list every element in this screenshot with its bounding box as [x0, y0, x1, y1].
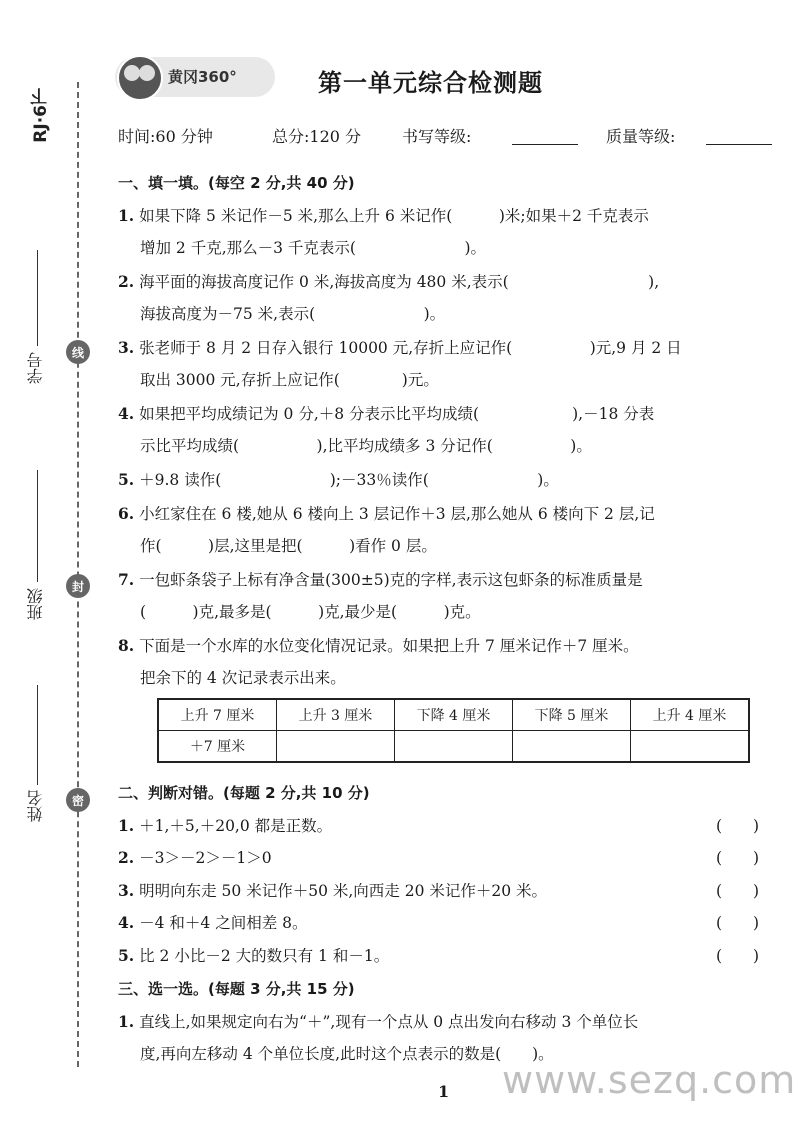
answer-cell[interactable]: [513, 731, 631, 763]
page-number: 1: [438, 1082, 450, 1101]
table-row: [158, 731, 749, 763]
question-1-4: 4. 如果把平均成绩记为 0 分,＋8 分表示比平均成绩( ),－18 分表: [118, 404, 655, 423]
water-level-table: [157, 698, 750, 763]
answer-paren[interactable]: ( ): [716, 849, 760, 867]
question-1-1-cont: 增加 2 千克,那么－3 千克表示( )。: [140, 239, 487, 257]
table-header-cell: 上升 7 厘米: [158, 699, 277, 731]
student-no-label: 学号: [26, 352, 45, 384]
quality-grade-label: 质量等级:: [606, 127, 676, 146]
answer-cell[interactable]: [395, 731, 513, 763]
answer-paren[interactable]: ( ): [716, 882, 760, 900]
question-number: 1.: [118, 206, 135, 225]
edition-code: RJ·6下: [31, 88, 51, 143]
question-1-7-cont: ( )克,最多是( )克,最少是( )克。: [140, 603, 481, 621]
question-1-4-cont: 示比平均成绩( ),比平均成绩多 3 分记作( )。: [140, 437, 592, 455]
question-1-6-cont: 作( )层,这里是把( )看作 0 层。: [140, 537, 437, 555]
table-header-cell: 下降 4 厘米: [395, 699, 513, 731]
judge-item-4: 4. －4 和＋4 之间相差 8。: [118, 913, 308, 932]
seal-secret-badge: 密: [66, 788, 90, 812]
seal-seal-badge: 封: [66, 574, 90, 598]
answer-cell[interactable]: [277, 731, 395, 763]
section-3-heading: 三、选一选。(每题 3 分,共 15 分): [118, 980, 355, 998]
table-header-cell: 下降 5 厘米: [513, 699, 631, 731]
watermark: www.sezq.com: [502, 1058, 797, 1102]
judge-item-3: 3. 明明向东走 50 米记作＋50 米,向西走 20 米记作＋20 米。: [118, 881, 548, 900]
student-no-line: [37, 250, 38, 346]
writing-grade-label: 书写等级:: [402, 127, 472, 146]
time-info: 时间:60 分钟: [118, 127, 213, 146]
question-1-2-cont: 海拔高度为－75 米,表示( )。: [140, 305, 446, 323]
answer-paren[interactable]: ( ): [716, 947, 760, 965]
answer-paren[interactable]: ( ): [716, 914, 760, 932]
answer-cell[interactable]: [631, 731, 750, 763]
seal-line-badge: 线: [66, 340, 90, 364]
section-2-heading: 二、判断对错。(每题 2 分,共 10 分): [118, 784, 370, 802]
class-line: [37, 470, 38, 582]
question-1-1: 1. 如果下降 5 米记作－5 米,那么上升 6 米记作( )米;如果＋2 千克表示: [118, 206, 649, 225]
page-title: 第一单元综合检测题: [318, 69, 543, 97]
table-header-row: [158, 699, 749, 731]
question-1-3: 3. 张老师于 8 月 2 日存入银行 10000 元,存折上应记作( )元,9 月 2 日: [118, 338, 682, 357]
name-label: 姓名: [26, 790, 45, 822]
total-score: 总分:120 分: [272, 127, 362, 146]
brand-name: 黄冈360°: [168, 68, 237, 86]
question-1-2: 2. 海平面的海拔高度记作 0 米,海拔高度为 480 米,表示( ),: [118, 272, 660, 291]
answer-paren[interactable]: ( ): [716, 817, 760, 835]
section-1-heading: 一、填一填。(每空 2 分,共 40 分): [118, 174, 355, 192]
question-1-7: 7. 一包虾条袋子上标有净含量(300±5)克的字样,表示这包虾条的标准质量是: [118, 570, 643, 589]
question-1-3-cont: 取出 3000 元,存折上应记作( )元。: [140, 371, 439, 389]
question-1-8: 8. 下面是一个水库的水位变化情况记录。如果把上升 7 厘米记作＋7 厘米。: [118, 636, 639, 655]
table-cell: ＋7 厘米: [158, 731, 277, 763]
quality-grade-blank[interactable]: [706, 128, 772, 145]
judge-item-2: 2. －3＞－2＞－1＞0: [118, 848, 272, 867]
table-header-cell: 上升 3 厘米: [277, 699, 395, 731]
class-label: 班级: [26, 588, 45, 620]
writing-grade-blank[interactable]: [512, 128, 578, 145]
choice-question-1-cont: 度,再向左移动 4 个单位长度,此时这个点表示的数是( )。: [140, 1045, 554, 1063]
table-header-cell: 上升 4 厘米: [631, 699, 750, 731]
judge-item-1: 1. ＋1,＋5,＋20,0 都是正数。: [118, 816, 333, 835]
question-1-5: 5. ＋9.8 读作( );－33％读作( )。: [118, 470, 559, 489]
question-1-6: 6. 小红家住在 6 楼,她从 6 楼向上 3 层记作＋3 层,那么她从 6 楼向下 2 层,记: [118, 504, 655, 523]
judge-item-5: 5. 比 2 小比－2 大的数只有 1 和－1。: [118, 946, 390, 965]
name-line: [37, 685, 38, 785]
question-1-8-cont: 把余下的 4 次记录表示出来。: [140, 669, 346, 687]
brand-logo: [117, 55, 163, 101]
choice-question-1: 1. 直线上,如果规定向右为“＋”,现有一个点从 0 点出发向右移动 3 个单位长: [118, 1012, 639, 1031]
